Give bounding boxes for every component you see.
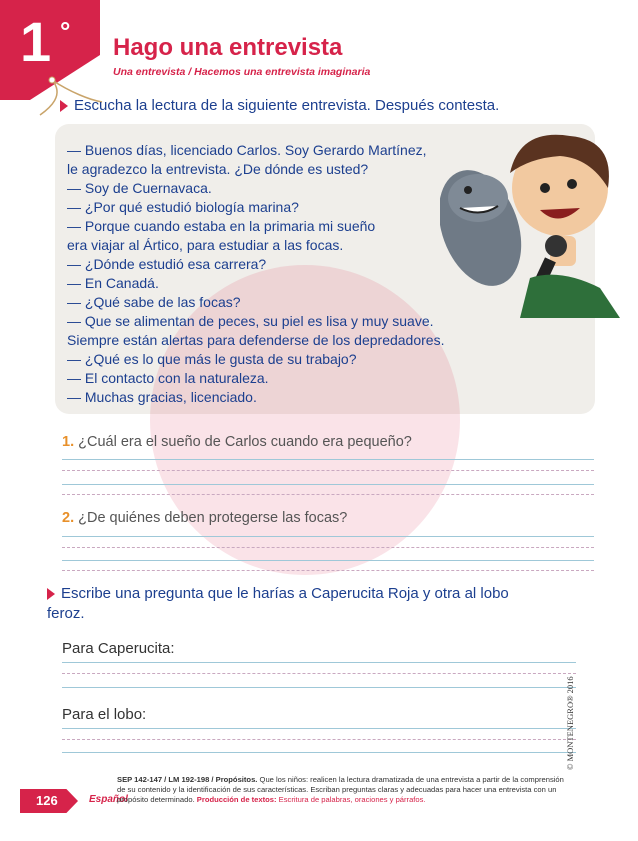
- dialog-line: — Porque cuando estaba en la primaria mi sueño: [67, 218, 376, 234]
- dialog-line: — En Canadá.: [67, 275, 159, 291]
- dialog-line: — ¿Por qué estudió biología marina?: [67, 199, 299, 215]
- instruction-listen: [60, 97, 499, 114]
- footer-production-text: Escritura de palabras, oraciones y párrafos.: [276, 795, 426, 804]
- interview-dialog: [67, 141, 444, 407]
- answer-line[interactable]: [62, 484, 594, 485]
- answer-guide-line: [62, 739, 576, 740]
- instruction-write: [47, 584, 509, 624]
- dialog-line: — Soy de Cuernavaca.: [67, 180, 212, 196]
- instruction-write-text: Escribe una pregunta que le harías a Caperucita Roja y otra al lobo: [61, 585, 509, 602]
- label-caperucita: Para Caperucita:: [62, 640, 175, 657]
- interviewer-seal-illustration: [440, 118, 638, 318]
- question-number: 2.: [62, 510, 75, 526]
- grade-number: 1: [20, 10, 52, 73]
- dialog-line: — ¿Qué sabe de las focas?: [67, 294, 241, 310]
- answer-line[interactable]: [62, 459, 594, 460]
- question-2: [62, 510, 347, 526]
- question-text: ¿Cuál era el sueño de Carlos cuando era pequeño?: [78, 434, 412, 450]
- answer-guide-line: [62, 547, 594, 548]
- dialog-line: — ¿Dónde estudió esa carrera?: [67, 256, 267, 272]
- dialog-line: — Que se alimentan de peces, su piel es lisa y muy suave.: [67, 313, 434, 329]
- footer-production-label: Producción de textos:: [196, 795, 277, 804]
- answer-line[interactable]: [62, 728, 576, 729]
- answer-line[interactable]: [62, 687, 576, 688]
- instruction-listen-text: Escucha la lectura de la siguiente entrevista. Después contesta.: [74, 97, 500, 114]
- answer-line[interactable]: [62, 536, 594, 537]
- label-lobo: Para el lobo:: [62, 706, 147, 723]
- dialog-line: le agradezco la entrevista. ¿De dónde es usted?: [67, 161, 369, 177]
- page-title: Hago una entrevista: [113, 34, 343, 61]
- page-number: 126: [36, 793, 58, 808]
- page-subtitle: Una entrevista / Hacemos una entrevista imaginaria: [113, 66, 371, 78]
- footer-notes: [117, 775, 567, 805]
- subject-label: Español: [89, 794, 128, 805]
- grade-symbol: °: [60, 16, 71, 46]
- dialog-line: — El contacto con la naturaleza.: [67, 370, 269, 386]
- answer-line[interactable]: [62, 752, 576, 753]
- question-1: [62, 434, 412, 450]
- question-number: 1.: [62, 434, 75, 450]
- answer-guide-line: [62, 673, 576, 674]
- question-text: ¿De quiénes deben protegerse las focas?: [78, 510, 348, 526]
- bullet-triangle-icon: [47, 588, 55, 600]
- answer-line[interactable]: [62, 662, 576, 663]
- dialog-line: Siempre están alertas para defenderse de los depredadores.: [67, 332, 445, 348]
- answer-guide-line: [62, 570, 594, 571]
- answer-line[interactable]: [62, 560, 594, 561]
- answer-guide-line: [62, 470, 594, 471]
- footer-body: Que los niños: realicen la lectura dramatizada de una entrevista a partir de la comprensión de su contenido y la identificación de sus características. Escriban preguntas claras y adecuadas para hacer una entrevista con un propósito determinado.: [117, 775, 564, 804]
- footer-refs: SEP 142-147 / LM 192-198 / Propósitos.: [117, 775, 258, 784]
- dialog-line: — Muchas gracias, licenciado.: [67, 389, 257, 405]
- dialog-line: era viajar al Ártico, para estudiar a las focas.: [67, 237, 344, 253]
- answer-guide-line: [62, 494, 594, 495]
- dialog-line: — ¿Qué es lo que más le gusta de su trabajo?: [67, 351, 357, 367]
- dialog-line: — Buenos días, licenciado Carlos. Soy Gerardo Martínez,: [67, 142, 427, 158]
- bullet-triangle-icon: [60, 100, 68, 112]
- copyright: © MONTENEGRO® 2016: [565, 676, 575, 770]
- instruction-write-text-cont: feroz.: [47, 605, 85, 622]
